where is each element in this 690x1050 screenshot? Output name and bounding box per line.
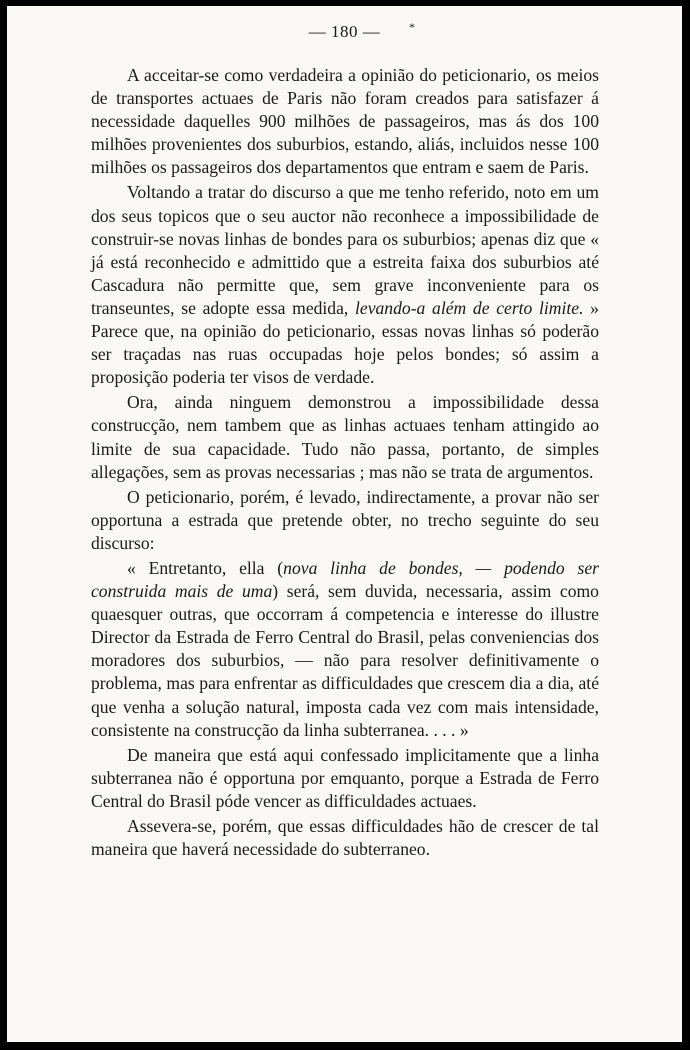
quote-text-end: ) será, sem duvida, necessaria, assim como quaesquer outras, que occorram á competencia e interesse do illustre Director da Estrada de Ferro Central do Brasil, pelas conveniencias dos moradores dos suburbios, — não para resolver definitivamente o problema, mas para enfrentar as difficuldades que crescem dia a dia, até que venha a solução natural, imposta cada vez com mais intensidade, consistente na construcção da linha subterranea. . . . » — [91, 581, 599, 740]
quote-paragraph — [91, 557, 599, 742]
paragraph-2-text: Voltando a tratar do discurso a que me tenho referido, noto em um dos seus topicos que o seu auctor não reconhece a impossibilidade de construir-se novas linhas de bondes para os suburbios; apenas diz que « já está reconhecido e admittido que a estreita faixa dos suburbios até Cascadura não permitte que, sem grave inconveniente para os transeuntes, se adopte essa medida, — [91, 182, 599, 318]
paragraph-2-text-end: » Parece que, na opinião do peticionario, essas novas linhas só poderão ser traçadas nas ruas occupadas hoje pelos bondes; só assim a proposição poderia ter visos de verdade. — [91, 297, 599, 388]
paragraph-2 — [91, 181, 599, 389]
paragraph-6: De maneira que está aqui confessado implicitamente que a linha subterranea não é opportuna por emquanto, porque a Estrada de Ferro Central do Brasil póde vencer as difficuldades actuaes. — [91, 744, 599, 811]
paragraph-4: O peticionario, porém, é levado, indirectamente, a provar não ser opportuna a estrada que pretende obter, no trecho seguinte do seu discurso: — [91, 486, 599, 553]
header-mark: * — [409, 20, 416, 34]
page-header — [7, 22, 682, 42]
paragraph-1: A acceitar-se como verdadeira a opinião do peticionario, os meios de transportes actuaes de Paris não foram creados para satisfazer á necessidade daquelles 900 milhões de passageiros, mas ás dos 100 milhões provenientes dos suburbios, estando, aliás, incluidos nesse 100 milhões os passageiros dos departamentos que entram e saem de Paris. — [91, 65, 599, 178]
body-text — [91, 64, 599, 863]
quote-italic: nova linha de bondes, — podendo ser construida mais de uma — [91, 557, 599, 602]
document-page — [7, 6, 682, 1042]
paragraph-3: Ora, ainda ninguem demonstrou a impossibilidade dessa construcção, nem tambem que as linhas actuaes tenham attingido ao limite de sua capacidade. Tudo não passa, portanto, de simples allegações, sem as provas necessarias ; mas não se trata de argumentos. — [91, 392, 599, 482]
paragraph-7: Assevera-se, porém, que essas difficuldades hão de crescer de tal maneira que haverá necessidade do subterraneo. — [91, 816, 599, 860]
quote-text: « Entretanto, ella ( — [127, 557, 284, 578]
page-number: — 180 — — [308, 22, 381, 41]
paragraph-2-italic: levando-a além de certo limite. — [355, 297, 584, 318]
